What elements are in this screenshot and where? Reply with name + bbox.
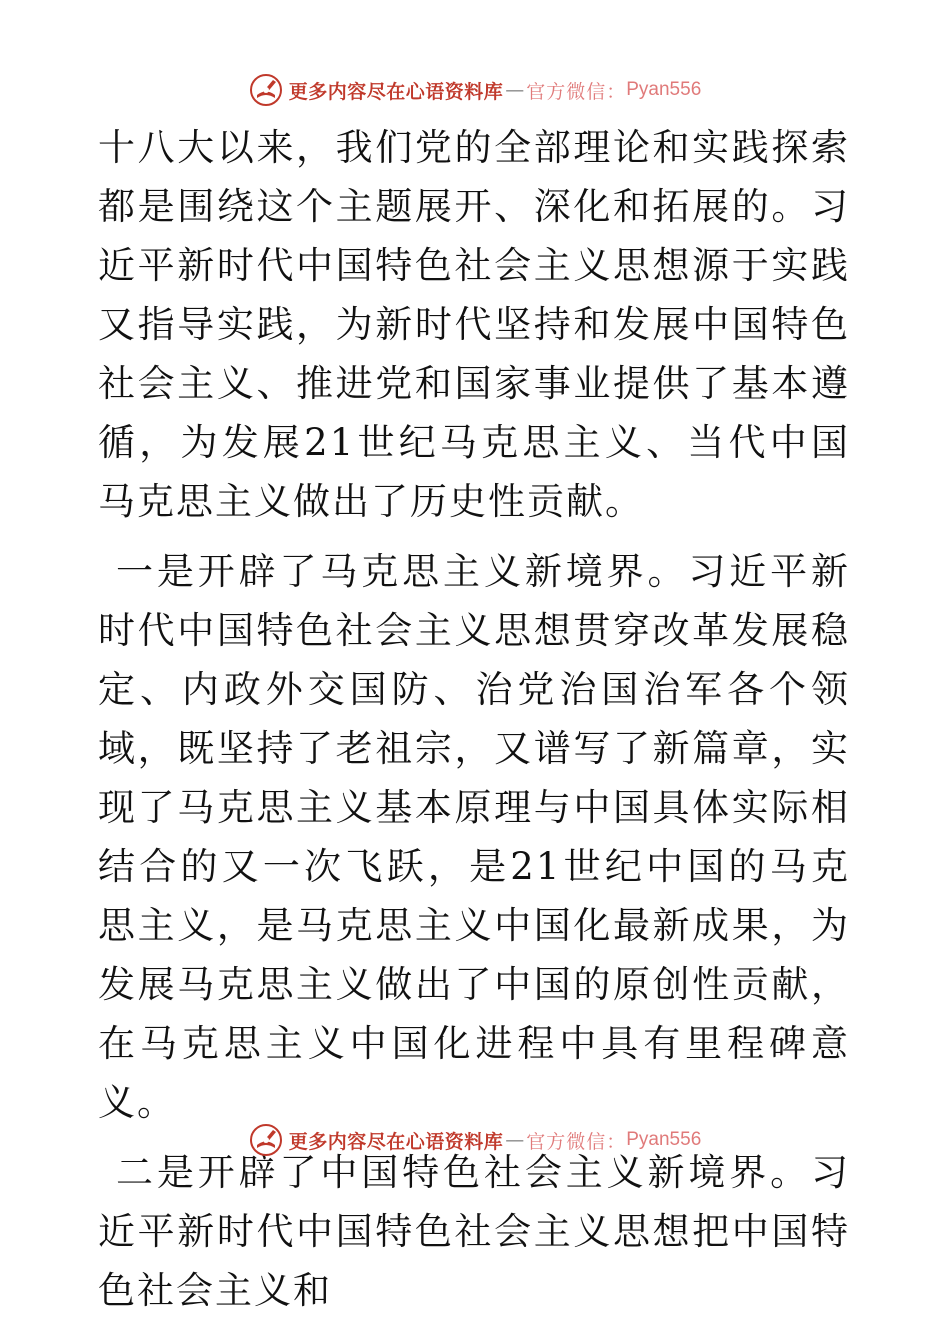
promo-text: 更多内容尽在心语资料库 — [288, 1130, 504, 1153]
paragraph: 十八大以来，我们党的全部理论和实践探索都是围绕这个主题展开、深化和拓展的。习近平新时代中国特色社会主义思想源于实践又指导实践，为新时代坚持和发展中国特色社会主义、推进党和国家事业提供了基本遵循，为发展21世纪马克思主义、当代中国马克思主义做出了历史性贡献。 — [98, 126, 850, 523]
header-banner — [0, 70, 950, 110]
footer-banner — [0, 1120, 950, 1160]
separator: — — [505, 79, 525, 101]
promo-text: 更多内容尽在心语资料库 — [288, 80, 504, 103]
book-pen-logo-icon — [249, 1123, 283, 1157]
official-label: 官方微信： — [526, 80, 627, 103]
paragraph: 一是开辟了马克思主义新境界。习近平新时代中国特色社会主义思想贯穿改革发展稳定、内政外交国防、治党治国治军各个领域，既坚持了老祖宗，又谱写了新篇章，实现了马克思主义基本原理与中国具体实际相结合的又一次飞跃，是21世纪中国的马克思主义，是马克思主义中国化最新成果，为发展马克思主义做出了中国的原创性贡献，在马克思主义中国化进程中具有里程碑意义。 — [98, 550, 850, 1124]
paragraph: 二是开辟了中国特色社会主义新境界。习近平新时代中国特色社会主义思想把中国特色社会主义和 — [98, 1151, 850, 1312]
official-label: 官方微信： — [526, 1130, 627, 1153]
wechat-account: Pyan556 — [626, 79, 702, 100]
wechat-account: Pyan556 — [626, 1129, 702, 1150]
separator: — — [505, 1129, 525, 1151]
book-pen-logo-icon — [249, 73, 283, 107]
